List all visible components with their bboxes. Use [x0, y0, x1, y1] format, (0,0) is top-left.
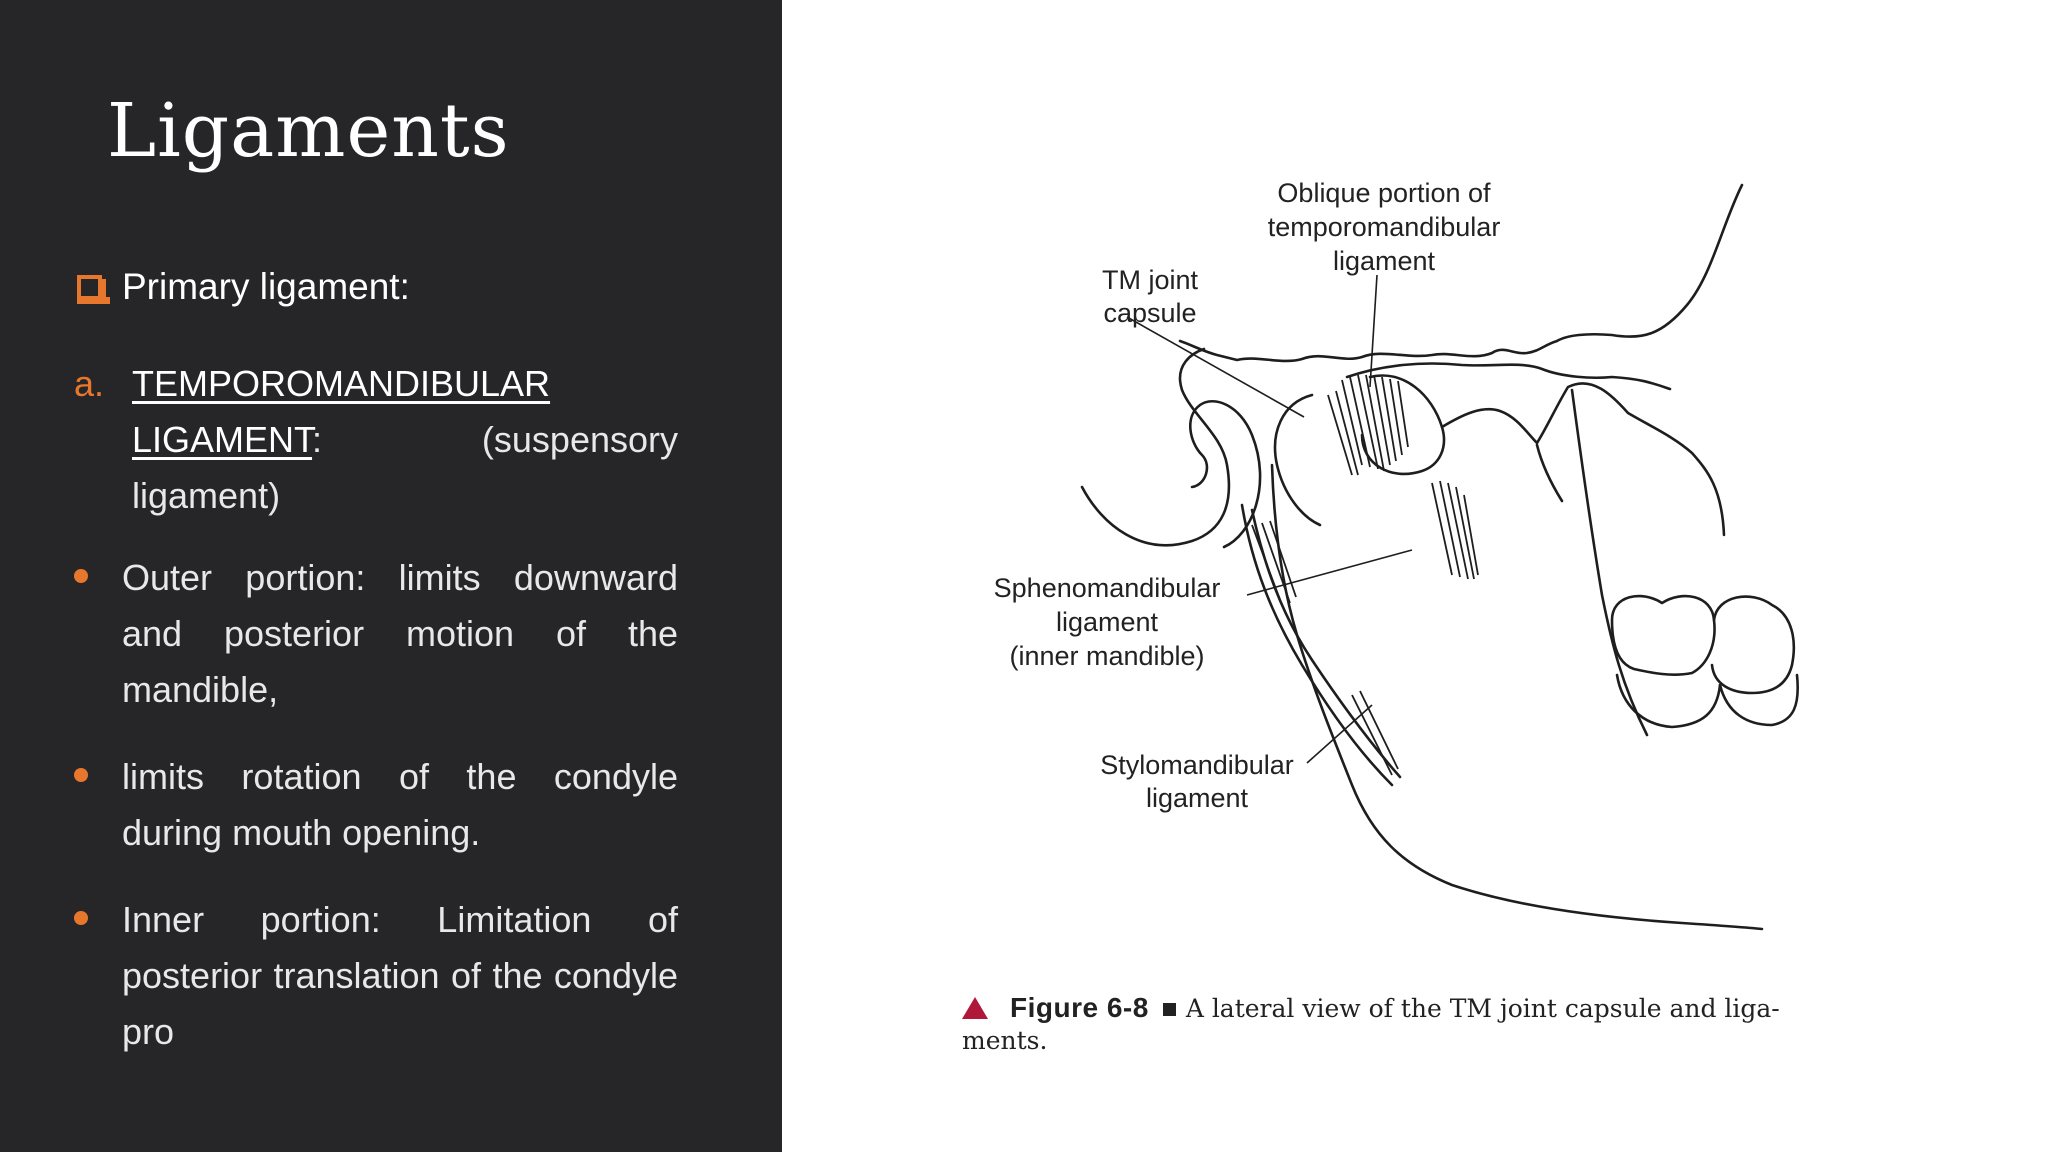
- bullet-dot-icon: [74, 768, 88, 782]
- slide-title: Ligaments: [107, 88, 510, 174]
- stylo-label-1: Stylomandibular: [1100, 750, 1294, 780]
- primary-ligament-label: Primary ligament: [122, 266, 400, 307]
- caption-text: A lateral view of the TM joint capsule and liga-: [1185, 994, 1780, 1023]
- label-leaders: [1127, 275, 1412, 763]
- triangle-icon: [962, 997, 988, 1019]
- capsule-label-1: TM joint: [1101, 265, 1199, 295]
- spheno-label-1: Sphenomandibular: [993, 573, 1221, 603]
- bullet-dot-icon: [74, 569, 88, 583]
- checkbox-bullet-icon: [77, 275, 102, 300]
- suspensory-text: (suspensory: [481, 419, 678, 460]
- ligament-term: LIGAMENT: [132, 419, 313, 460]
- square-bullet-icon: [1163, 1003, 1176, 1016]
- figure-number: Figure 6-8: [1010, 992, 1149, 1023]
- primary-ligament-heading: [122, 266, 410, 308]
- item-a-text: [132, 356, 678, 524]
- stylo-label-2: ligament: [1145, 783, 1249, 813]
- item-a-marker: a.: [74, 363, 105, 404]
- primary-colon: :: [399, 266, 410, 307]
- figure-caption: [962, 992, 1872, 1057]
- anatomy-drawing: [1082, 185, 1798, 929]
- caption-text-continued: ments.: [962, 1026, 1048, 1055]
- ligament-closing: ligament): [132, 475, 281, 516]
- bullet-outer-portion: Outer portion: limits downward and posterior motion of the mandible,: [122, 557, 678, 710]
- tmj-ligament-diagram: [952, 165, 1832, 965]
- oblique-label-1: Oblique portion of: [1277, 178, 1491, 208]
- oblique-label-2: temporomandibular: [1267, 212, 1501, 242]
- oblique-label-3: ligament: [1332, 246, 1436, 276]
- diagram-labels: [994, 178, 1501, 813]
- spheno-label-2: ligament: [1055, 607, 1159, 637]
- temporomandibular-term: TEMPOROMANDIBULAR: [132, 363, 551, 404]
- bullet-rotation: limits rotation of the condyle during mouth opening.: [122, 756, 678, 853]
- ligament-colon: :: [312, 419, 323, 460]
- bullet-dot-icon: [74, 911, 88, 925]
- bullet-inner-portion: Inner portion: Limitation of posterior translation of the condyle pro: [122, 899, 678, 1052]
- capsule-label-2: capsule: [1103, 298, 1197, 328]
- spheno-label-3: (inner mandible): [1009, 641, 1205, 671]
